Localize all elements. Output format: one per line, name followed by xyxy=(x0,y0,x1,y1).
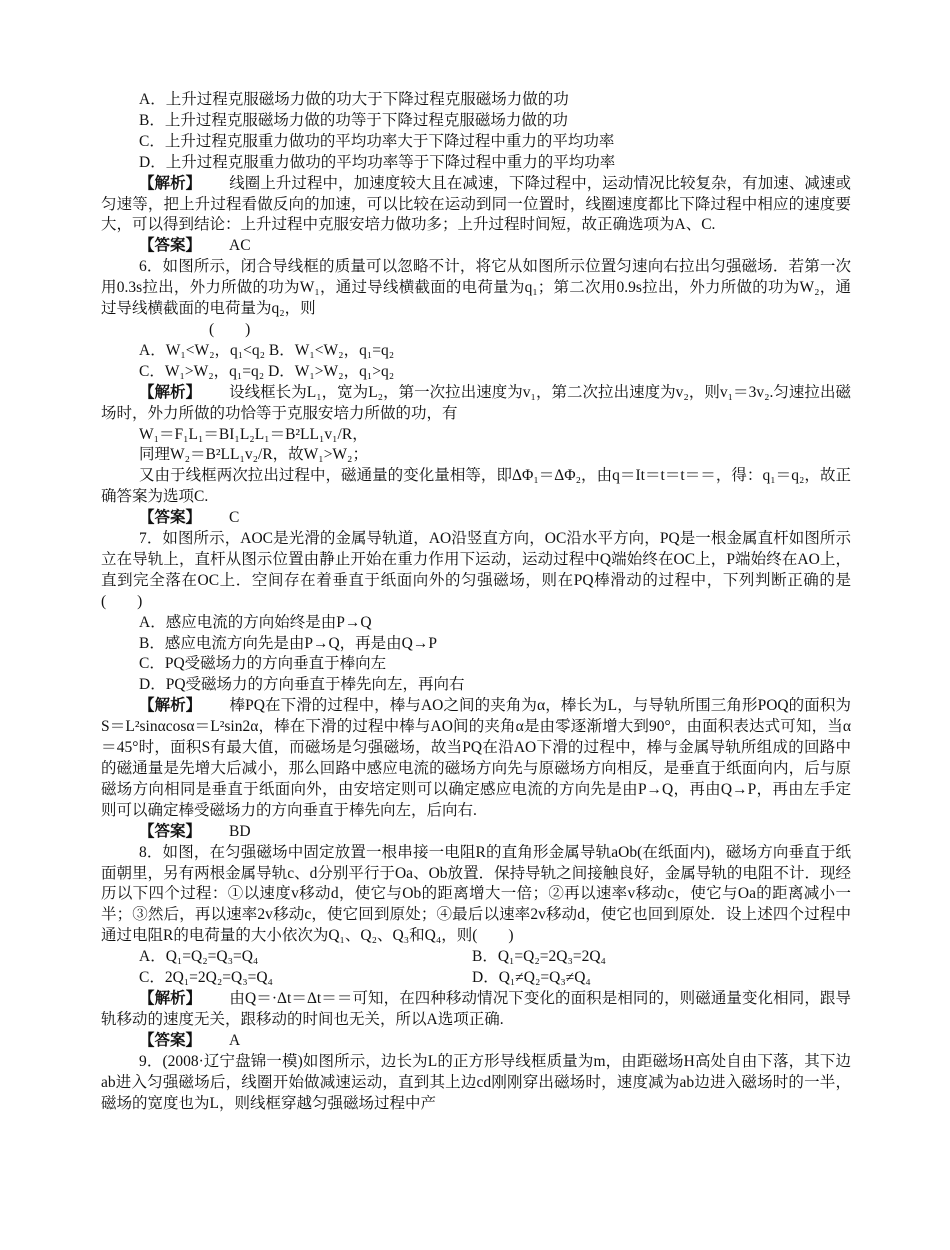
answer-label: 【答案】 xyxy=(139,237,202,255)
q5-option-c: C．上升过程克服重力做功的平均功率大于下降过程中重力的平均功率 xyxy=(139,132,615,150)
q7-option-c: C．PQ受磁场力的方向垂直于棒向左 xyxy=(139,655,387,673)
q6-stem: 6．如图所示，闭合导线框的质量可以忽略不计，将它从如图所示位置匀速向右拉出匀强磁场．若第一次用0.3s拉出，外力所做的功为W₁，通过导线横截面的电荷量为q₁；第二次用0.9s拉出，外力所做的功为W₂，通过导线横截面的电荷量为q₂，则 xyxy=(101,258,851,318)
q8-analysis xyxy=(101,989,851,1031)
q6-bracket: ( ) xyxy=(209,320,251,338)
answer-label: 【答案】 xyxy=(139,1031,202,1049)
q5-analysis xyxy=(101,174,851,237)
q8-option-a: A．Q₁=Q₂=Q₃=Q₄ xyxy=(139,948,259,966)
q6-options-cd: C．W₁>W₂，q₁=q₂ D．W₁>W₂，q₁>q₂ xyxy=(139,362,395,380)
q7-option-a: A．感应电流的方向始终是由P→Q xyxy=(139,613,372,631)
q6-options-ab: A．W₁<W₂，q₁<q₂ B．W₁<W₂，q₁=q₂ xyxy=(139,341,395,359)
q6-formula-2: 同理W₂＝B²LL₁v₂/R，故W₁>W₂； xyxy=(139,446,368,464)
q5-answer xyxy=(101,236,851,257)
q8-stem: 8．如图，在匀强磁场中固定放置一根串接一电阻R的直角形金属导轨aOb(在纸面内)，磁场方向垂直于纸面朝里，另有两根金属导轨c、d分别平行于Oa、Ob放置．保持导轨之间接触良好，金属导轨的电阻不计．现经历以下四个过程：①以速度v移动d，使它与Ob的距离增大一倍；②再以速率v移动c，使它与Oa的距离减小一半；③然后，再以速率2v移动c，使它回到原处；④最后以速率2v移动d，使它也回到原处．设上述四个过程中通过电阻R的电荷量的大小依次为Q₁、Q₂、Q₃和Q₄，则( ) xyxy=(101,843,851,945)
q9-text: 如图所示，边长为L的正方形导线框质量为m，由距磁场H高处自由下落，其下边ab进入匀强磁场后，线圈开始做减速运动，直到其上边cd刚刚穿出磁场时，速度减为ab边进入磁场时的一半，磁场的宽度也为L，则线框穿越匀强磁场过程中产 xyxy=(101,1052,851,1112)
answer-label: 【答案】 xyxy=(139,509,202,527)
q6-answer xyxy=(101,508,851,529)
q7-answer xyxy=(101,822,851,843)
q8-option-b: B．Q₁=Q₂=2Q₃=2Q₄ xyxy=(472,948,606,966)
q6-formula-1: W₁＝F₁L₁＝BI₁L₂L₁＝B²LL₁v₁/R， xyxy=(139,425,368,443)
q6-analysis xyxy=(101,383,851,425)
q5-option-b: B．上升过程克服磁场力做的功等于下降过程克服磁场力做的功 xyxy=(139,111,568,129)
q7-option-d: D．PQ受磁场力的方向垂直于棒先向左，再向右 xyxy=(139,676,465,694)
q8-options-row-1 xyxy=(101,947,851,968)
analysis-label: 【解析】 xyxy=(139,174,202,192)
analysis-text: 棒PQ在下滑的过程中，棒与AO之间的夹角为α，棒长为L，与导轨所围三角形POQ的面积为S＝L²sinαcosα＝L²sin2α，棒在下滑的过程中棒与AO间的夹角α是由零逐渐增大到90°，由面积表达式可知，当α＝45°时，面积S有最大值，而磁场是匀强磁场，故当PQ在沿AO下滑的过程中，棒与金属导轨所组成的回路中的磁通量是先增大后减小，那么回路中感应电流的磁场方向先与原磁场方向相反，是垂直于纸面向内，后与原磁场方向相同是垂直于纸面向外，由安培定则可以确定感应电流的方向先是由P→Q，再由Q→P，再由左手定则可以确定棒受磁场力的方向垂直于棒先向左，后向右. xyxy=(101,697,851,819)
q7-analysis xyxy=(101,696,851,821)
answer-text: C xyxy=(229,509,240,527)
document-page xyxy=(101,90,851,1114)
answer-text: AC xyxy=(229,237,251,255)
analysis-text: 设线框长为L₁，宽为L₂，第一次拉出速度为v₁，第二次拉出速度为v₂，则v₁＝3v₂.匀速拉出磁场时，外力所做的功恰等于克服安培力所做的功，有 xyxy=(101,383,851,422)
q7-stem: 7．如图所示，AOC是光滑的金属导轨道，AO沿竖直方向，OC沿水平方向，PQ是一根金属直杆如图所示立在导轨上，直杆从图示位置由静止开始在重力作用下运动，运动过程中Q端始终在OC上，P端始终在AO上，直到完全落在OC上．空间存在着垂直于纸面向外的匀强磁场，则在PQ棒滑动的过程中，下列判断正确的是( ) xyxy=(101,530,851,610)
q5-option-d: D．上升过程克服重力做功的平均功率等于下降过程中重力的平均功率 xyxy=(139,153,616,171)
analysis-text: 线圈上升过程中，加速度较大且在减速，下降过程中，运动情况比较复杂，有加速、减速或匀速等，把上升过程看做反向的加速，可以比较在运动到同一位置时，线圈速度都比下降过程中相应的速度要大，可以得到结论：上升过程中克服安培力做功多；上升过程时间短，故正确选项为A、C. xyxy=(101,174,851,234)
q8-options-row-2 xyxy=(101,968,851,989)
q7-option-b: B．感应电流方向先是由P→Q，再是由Q→P xyxy=(139,634,437,652)
answer-text: BD xyxy=(229,822,251,840)
q8-answer xyxy=(101,1031,851,1052)
analysis-label: 【解析】 xyxy=(139,383,202,401)
analysis-label: 【解析】 xyxy=(139,697,202,715)
q9-source: 9．(2008·辽宁盘锦一模) xyxy=(139,1052,303,1070)
analysis-text: 由Q＝·Δt＝Δt＝＝可知，在四种移动情况下变化的面积是相同的，则磁通量变化相同，跟导轨移动的速度无关，跟移动的时间也无关，所以A选项正确. xyxy=(101,989,851,1028)
analysis-label: 【解析】 xyxy=(139,989,202,1007)
q8-option-c: C．2Q₁=2Q₂=Q₃=Q₄ xyxy=(139,969,273,987)
q9-stem xyxy=(101,1052,851,1115)
q6-analysis-2: 又由于线框两次拉出过程中，磁通量的变化量相等，即ΔΦ₁＝ΔΦ₂，由q＝It＝t＝t＝＝，得：q₁＝q₂，故正确答案为选项C. xyxy=(101,467,851,506)
answer-text: A xyxy=(229,1031,241,1049)
q8-option-d: D．Q₁≠Q₂=Q₃≠Q₄ xyxy=(472,969,591,987)
answer-label: 【答案】 xyxy=(139,822,202,840)
q5-option-a: A．上升过程克服磁场力做的功大于下降过程克服磁场力做的功 xyxy=(139,91,569,108)
